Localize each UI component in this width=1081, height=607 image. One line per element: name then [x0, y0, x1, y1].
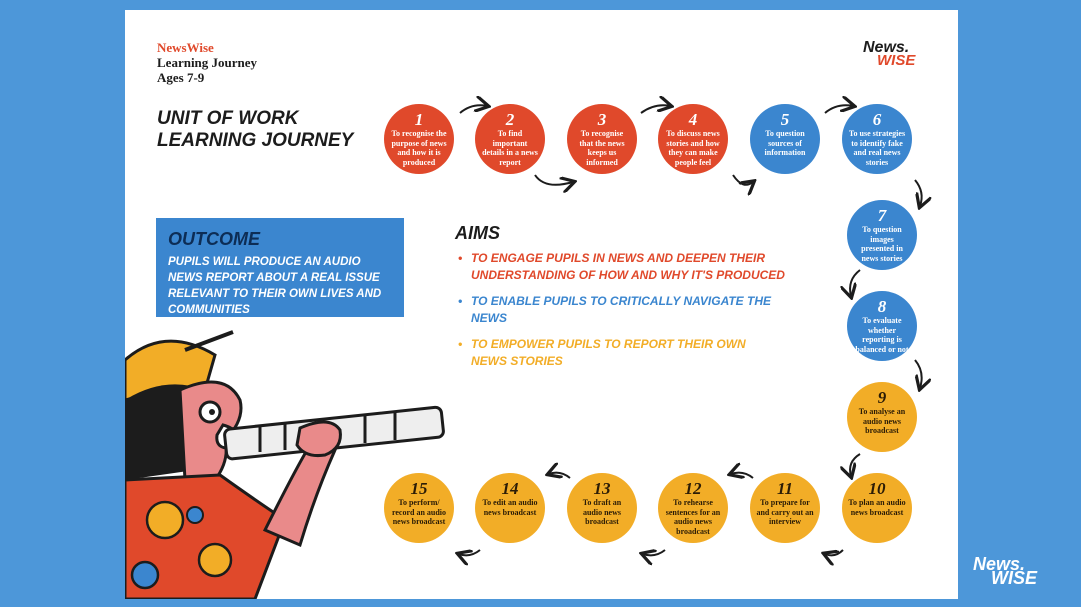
- step-5: [750, 104, 820, 174]
- logo-word-news: News.: [973, 554, 1026, 574]
- step-label: To perform/ record an audio news broadcast: [391, 498, 447, 526]
- step-label: To evaluate whether reporting is balanced or not: [855, 316, 909, 354]
- step-7: [847, 200, 917, 270]
- bullet-icon: •: [458, 337, 463, 351]
- step-number: 10: [868, 479, 886, 498]
- step-number: 3: [597, 110, 607, 129]
- arrow-7-8-icon: [850, 270, 860, 296]
- step-label: To analyse an audio news broadcast: [858, 407, 906, 435]
- arrow-12-13-icon: [643, 550, 665, 555]
- step-4: [658, 104, 728, 174]
- step-label: To find important details in a news report: [482, 129, 538, 167]
- arrow-14-15-icon: [459, 550, 480, 555]
- step-label: To edit an audio news broadcast: [482, 498, 538, 517]
- step-13: [567, 473, 637, 543]
- step-3: [567, 104, 637, 174]
- step-number: 7: [877, 206, 887, 225]
- outcome-title: OUTCOME: [168, 229, 260, 249]
- logo-word-wise: WISE: [991, 568, 1038, 588]
- step-label: To plan an audio news broadcast: [848, 498, 906, 517]
- step-label: To draft an audio news broadcast: [582, 498, 622, 526]
- step-number: 5: [780, 110, 790, 129]
- step-number: 4: [688, 110, 698, 129]
- outcome-text: PUPILS WILL PRODUCE AN AUDIO NEWS REPORT ABOUT A REAL ISSUE RELEVANT TO THEIR OWN LIVES AND COMMUNITIES: [168, 256, 382, 316]
- slide: [125, 10, 958, 599]
- header-subtitle: Learning Journey: [157, 55, 258, 70]
- logo-word-news: News.: [863, 39, 910, 56]
- aims-title: AIMS: [455, 223, 500, 243]
- step-label: To recognise that the news keeps us informed: [579, 129, 625, 167]
- step-number: 6: [872, 110, 882, 129]
- unit-title-line1: UNIT OF WORK: [157, 108, 299, 129]
- step-label: To discuss news stories and how they can make people feel: [666, 129, 720, 167]
- step-label: To rehearse sentences for an audio news broadcast: [665, 498, 721, 536]
- step-number: 1: [414, 110, 424, 129]
- step-9: [847, 382, 917, 452]
- step-number: 9: [877, 388, 887, 407]
- step-label: To use strategies to identify fake and real news stories: [848, 129, 906, 167]
- step-number: 14: [501, 479, 519, 498]
- step-11: [750, 473, 820, 543]
- arrow-10-11-icon: [825, 550, 843, 555]
- step-number: 2: [505, 110, 515, 129]
- step-number: 12: [684, 479, 702, 498]
- bullet-icon: •: [458, 294, 463, 308]
- arrow-8-9-icon: [915, 360, 922, 388]
- newswise-logo-bottom: [973, 555, 1037, 587]
- step-number: 15: [410, 479, 428, 498]
- step-label: To recognise the purpose of news and how it is produced: [391, 129, 447, 167]
- arrow-9-10-icon: [850, 454, 860, 476]
- brand-name: NewsWise: [157, 40, 214, 55]
- step-label: To question sources of information: [764, 129, 806, 157]
- arrow-2-3-icon: [535, 175, 573, 185]
- arrow-4-5-icon: [733, 175, 753, 185]
- step-6: [842, 104, 912, 174]
- step-10: [842, 473, 912, 543]
- logo-word-wise: WISE: [877, 52, 916, 69]
- step-number: 11: [776, 479, 794, 498]
- aim-text: TO ENABLE PUPILS TO CRITICALLY NAVIGATE THE NEWS: [471, 294, 772, 325]
- step-label: To prepare for and carry out an interview: [756, 498, 814, 526]
- reporter-illustration: [125, 330, 455, 599]
- arrow-6-7-icon: [915, 180, 922, 206]
- bullet-icon: •: [458, 251, 463, 265]
- step-number: 8: [877, 297, 887, 316]
- step-2: [475, 104, 545, 174]
- aim-text: TO EMPOWER PUPILS TO REPORT THEIR OWN NEWS STORIES: [471, 337, 746, 368]
- arrow-13-14-icon: [549, 473, 570, 478]
- step-label: To question images presented in news stories: [861, 225, 903, 263]
- step-14: [475, 473, 545, 543]
- aim-text: TO ENGAGE PUPILS IN NEWS AND DEEPEN THEIR UNDERSTANDING OF HOW AND WHY IT'S PRODUCED: [471, 251, 785, 282]
- step-8: [847, 291, 917, 361]
- step-12: [658, 473, 728, 543]
- arrow-11-12-icon: [731, 473, 753, 478]
- unit-title-line2: LEARNING JOURNEY: [157, 130, 354, 151]
- step-1: [384, 104, 454, 174]
- header-ages: Ages 7-9: [157, 70, 205, 85]
- step-number: 13: [593, 479, 611, 498]
